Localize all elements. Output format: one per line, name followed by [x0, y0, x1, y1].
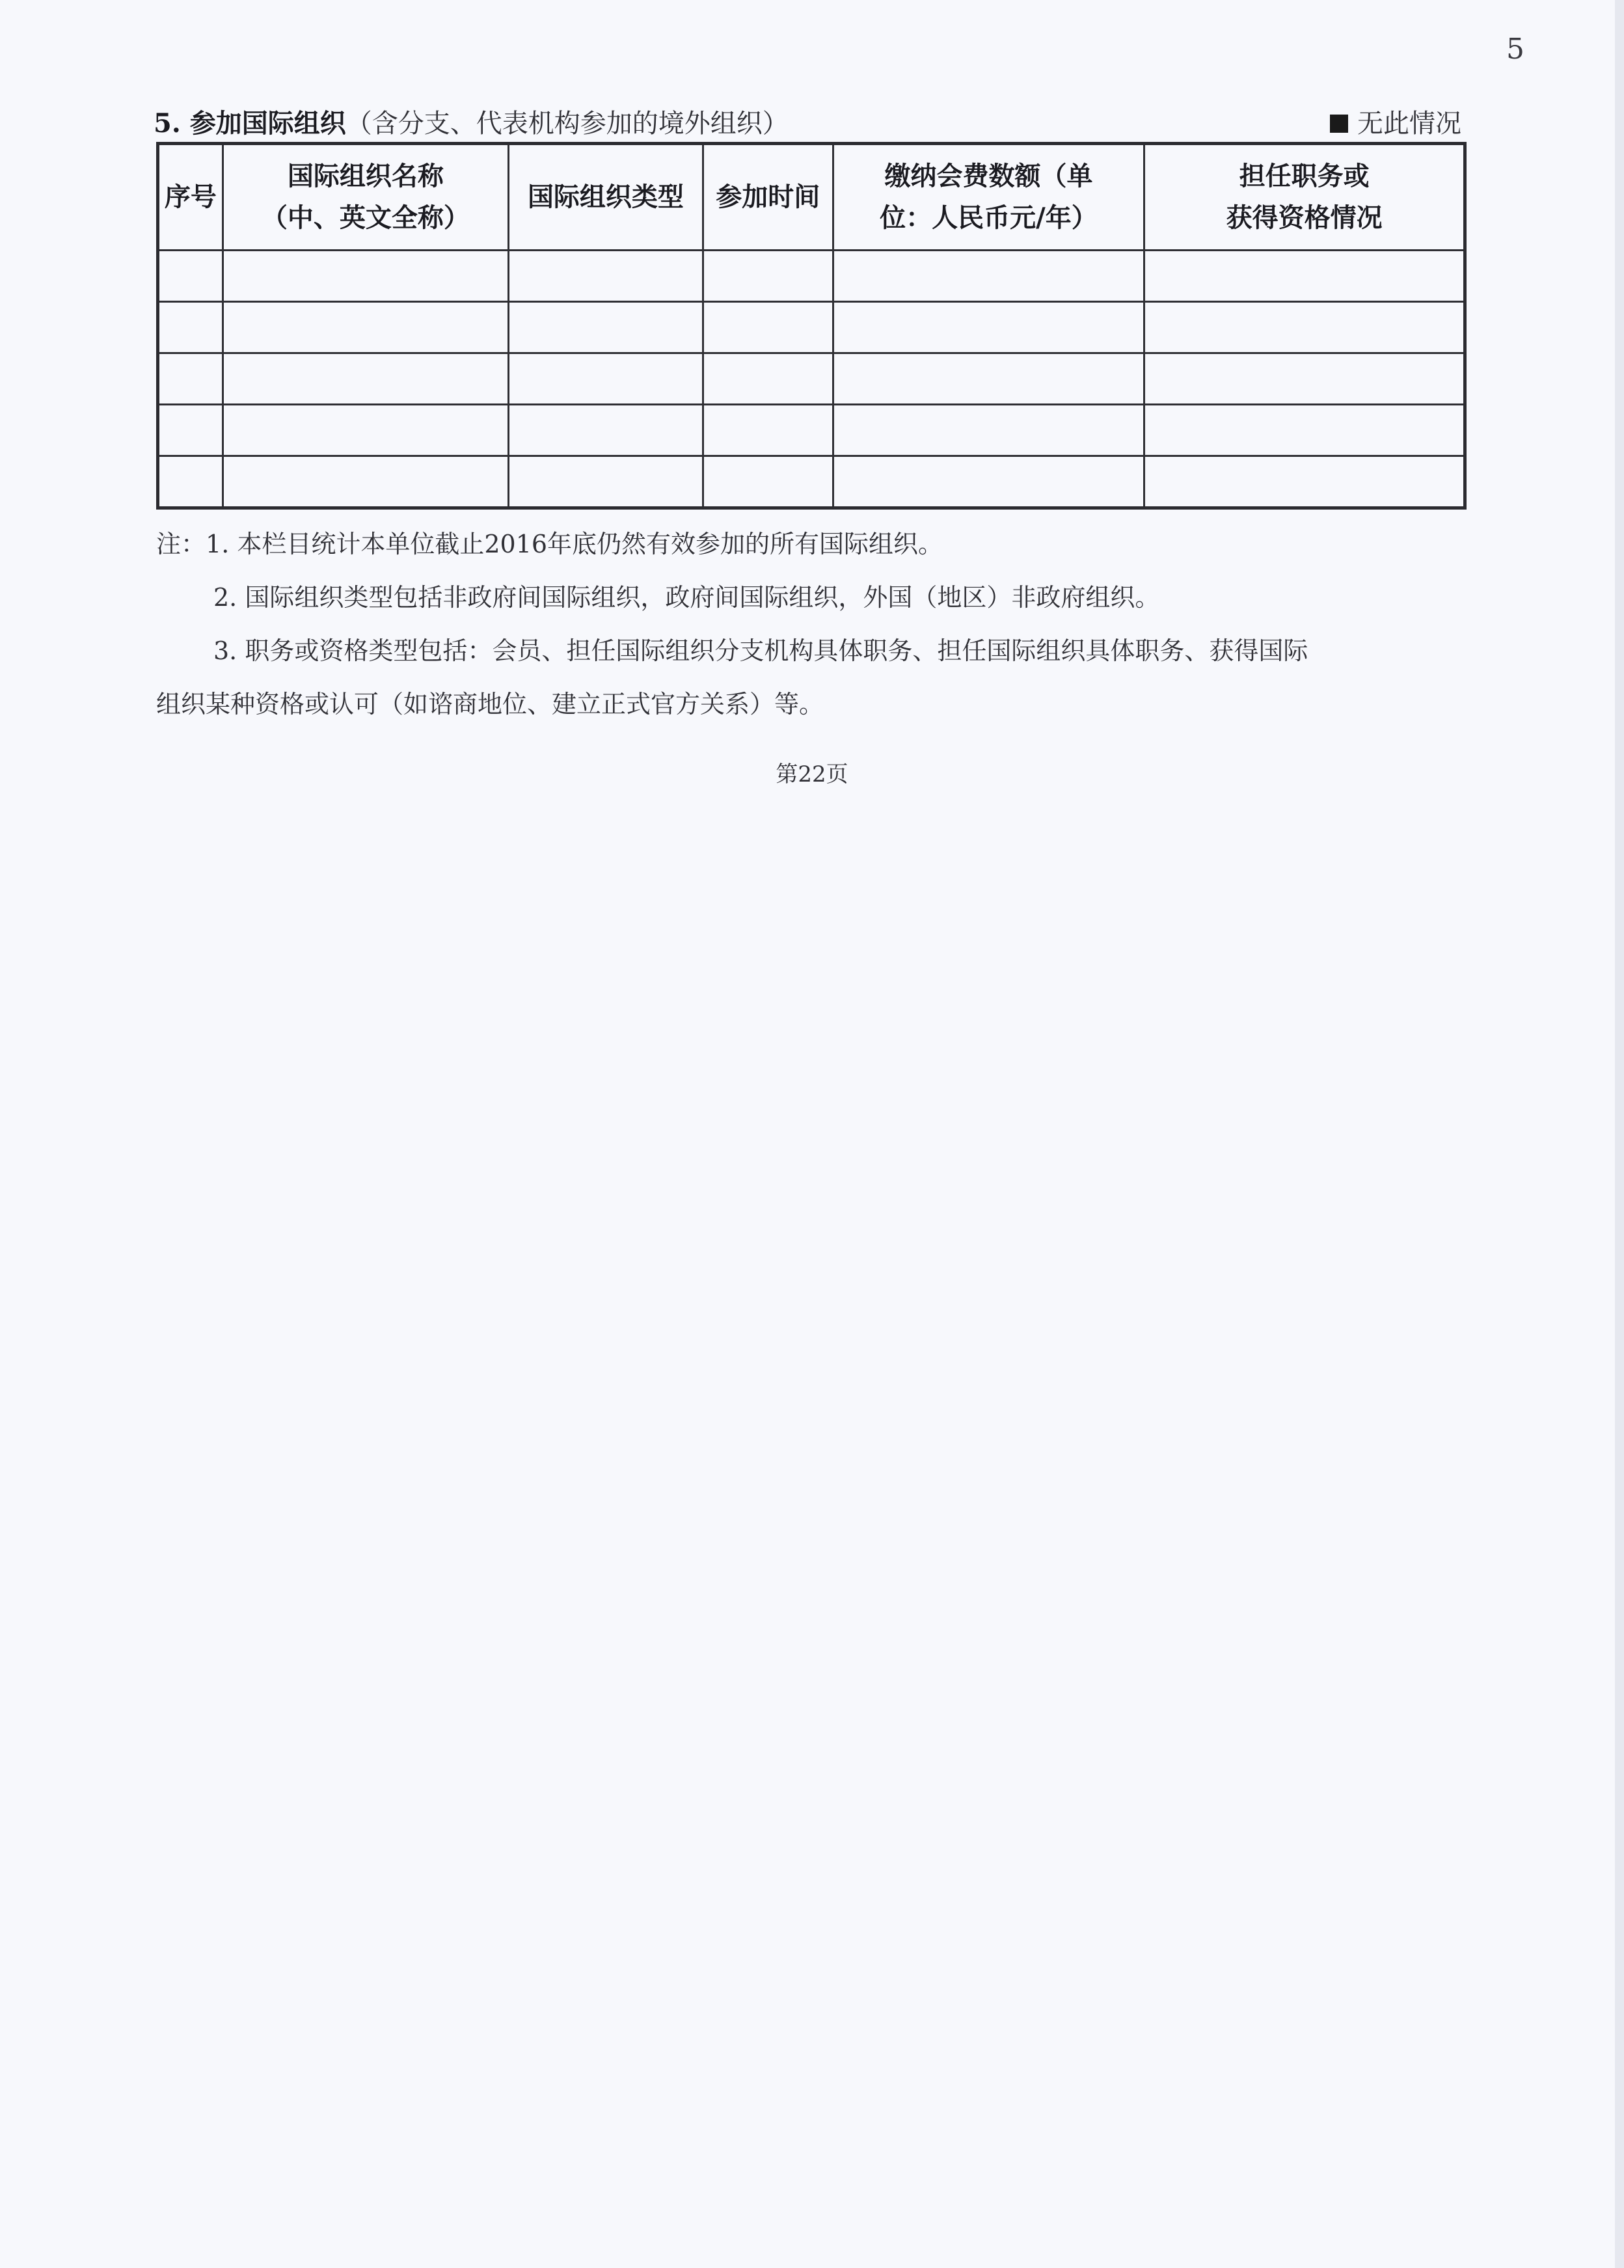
- table-cell[interactable]: [223, 302, 508, 353]
- table-cell[interactable]: [158, 353, 223, 405]
- header-join-time: 参加时间: [703, 144, 833, 251]
- table-row: [158, 302, 1465, 353]
- checked-square-icon[interactable]: [1330, 115, 1348, 133]
- table-cell[interactable]: [158, 251, 223, 302]
- notes-section: [156, 526, 1470, 739]
- table-cell[interactable]: [158, 302, 223, 353]
- table-row: [158, 405, 1465, 456]
- table-cell[interactable]: [223, 405, 508, 456]
- international-organization-table: [156, 142, 1467, 510]
- table-cell[interactable]: [833, 456, 1144, 508]
- table-cell[interactable]: [703, 302, 833, 353]
- page-footer: 第22页: [776, 761, 848, 787]
- note-item: [156, 526, 1470, 562]
- table-cell[interactable]: [703, 251, 833, 302]
- table-header-row: [158, 144, 1465, 251]
- header-position-qualification: 担任职务或 获得资格情况: [1144, 144, 1465, 251]
- table-row: [158, 353, 1465, 405]
- section-title-line: [154, 103, 789, 140]
- section-number: 5.: [154, 108, 181, 139]
- table-cell[interactable]: [833, 251, 1144, 302]
- note-item-continuation: 组织某种资格或认可（如谘商地位、建立正式官方关系）等。: [156, 690, 824, 718]
- header-membership-fee: 缴纳会费数额（单 位：人民币元/年）: [833, 144, 1144, 251]
- table-cell[interactable]: [158, 456, 223, 508]
- table-cell[interactable]: [833, 302, 1144, 353]
- section-heading: [154, 103, 1461, 142]
- table-cell[interactable]: [1144, 456, 1465, 508]
- table-cell[interactable]: [508, 405, 703, 456]
- table-cell[interactable]: [703, 456, 833, 508]
- table-cell[interactable]: [1144, 405, 1465, 456]
- note-item: 2. 国际组织类型包括非政府间国际组织，政府间国际组织，外国（地区）非政府组织。: [213, 583, 1160, 612]
- no-situation-label: 无此情况: [1357, 109, 1461, 139]
- table-row: [158, 251, 1465, 302]
- note-text: 1. 本栏目统计本单位截止2016年底仍然有效参加的所有国际组织。: [206, 530, 943, 558]
- section-title: 参加国际组织: [189, 108, 346, 139]
- table-cell[interactable]: [223, 456, 508, 508]
- table-cell[interactable]: [158, 405, 223, 456]
- table-cell[interactable]: [223, 353, 508, 405]
- header-organization-type: 国际组织类型: [508, 144, 703, 251]
- table-cell[interactable]: [833, 353, 1144, 405]
- table-cell[interactable]: [833, 405, 1144, 456]
- table-cell[interactable]: [508, 353, 703, 405]
- table-cell[interactable]: [703, 353, 833, 405]
- page-edge-shadow: [1615, 0, 1624, 2268]
- no-situation-option[interactable]: [1330, 103, 1461, 140]
- table-cell[interactable]: [508, 251, 703, 302]
- table-cell[interactable]: [1144, 251, 1465, 302]
- table-cell[interactable]: [508, 302, 703, 353]
- header-organization-name: 国际组织名称 （中、英文全称）: [223, 144, 508, 251]
- table-cell[interactable]: [703, 405, 833, 456]
- table-cell[interactable]: [1144, 353, 1465, 405]
- table-cell[interactable]: [223, 251, 508, 302]
- notes-prefix: 注：: [156, 530, 206, 558]
- note-item: 3. 职务或资格类型包括：会员、担任国际组织分支机构具体职务、担任国际组织具体职务、获得国际: [213, 636, 1308, 665]
- page-number: 5: [1506, 33, 1524, 66]
- table-cell[interactable]: [508, 456, 703, 508]
- header-serial-number: 序号: [158, 144, 223, 251]
- section-subtitle: （含分支、代表机构参加的境外组织）: [345, 109, 789, 139]
- table-row: [158, 456, 1465, 508]
- table-cell[interactable]: [1144, 302, 1465, 353]
